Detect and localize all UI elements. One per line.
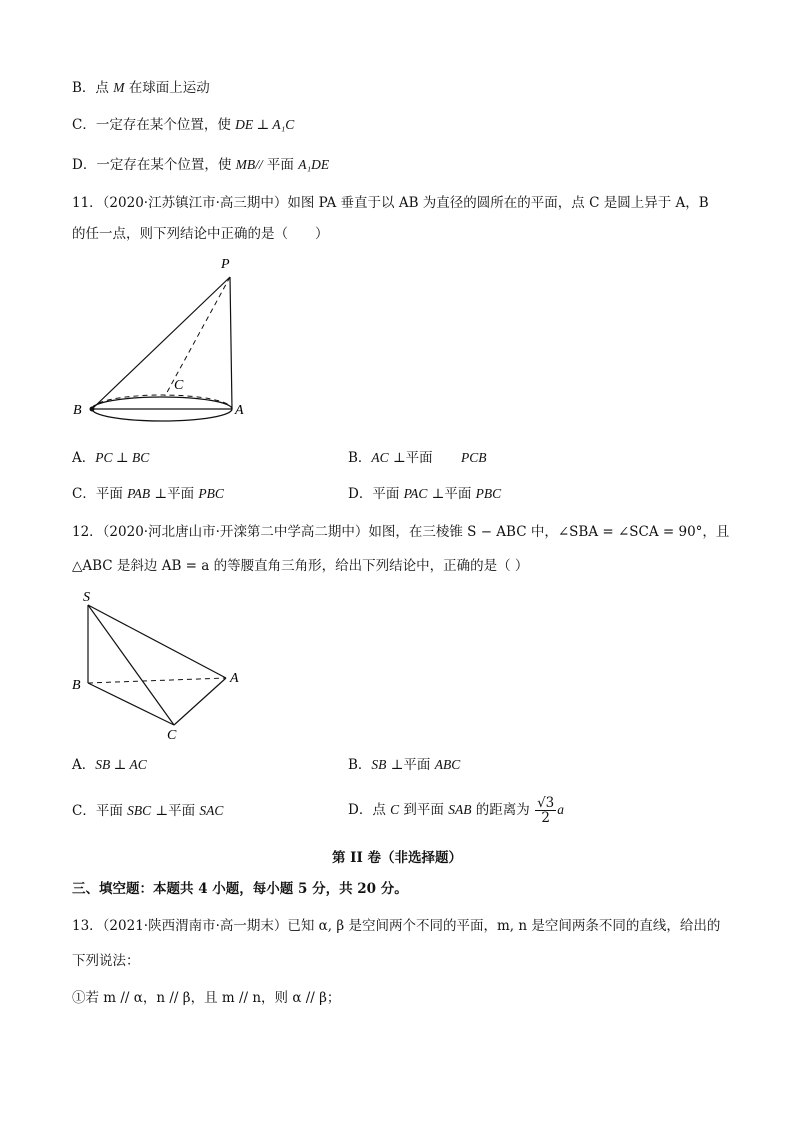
q11-label-c: C (174, 378, 184, 393)
q12-distance-fraction: $\frac{√3}{2}$ (537, 795, 555, 826)
q12-option-b: B．SB ⊥平面 ABC (348, 757, 461, 773)
q12-option-c: C．平面 SBC ⊥平面 SAC (72, 803, 224, 819)
q12-edge-sc (88, 605, 174, 725)
q12-edge-bc (88, 683, 174, 725)
q13-stem-line2: 下列说法： (72, 953, 140, 969)
q11-option-a: A．PC ⊥ BC (72, 450, 150, 466)
q12-label-a: A (230, 671, 239, 686)
q11-label-p: P (221, 257, 230, 272)
q13-stem-line1: 13．（2021·陕西渭南市·高一期末）已知 α, β 是空间两个不同的平面，m, n 是空间两条不同的直线，给出的 (72, 918, 721, 934)
q12-label-b: B (72, 678, 81, 693)
q12-edge-sa (88, 605, 226, 678)
q11-point-b (90, 407, 95, 412)
q11-option-c: C．平面 PAB ⊥平面 PBC (72, 486, 224, 502)
q11-label-b: B (73, 403, 82, 418)
q11-edge-pb (92, 277, 230, 409)
q10-option-d: D．一定存在某个位置，使 MB// 平面 A₁DE (72, 157, 330, 173)
q12-option-a: A．SB ⊥ AC (72, 757, 147, 773)
q13-item-1: ①若 m // α，n // β，且 m // n，则 α // β； (72, 990, 341, 1006)
q12-label-c: C (167, 728, 177, 743)
q12-label-s: S (83, 590, 90, 605)
q12-option-d: D．点 C 到平面 SAB 的距离为 $\frac{√3}{2}$ a (348, 795, 565, 826)
section-3-heading: 三、填空题：本题共 4 小题，每小题 5 分，共 20 分。 (72, 881, 408, 897)
q11-option-d: D．平面 PAC ⊥平面 PBC (348, 486, 502, 502)
q11-label-a: A (235, 403, 244, 418)
q12-stem-line2: △ABC 是斜边 AB = a 的等腰直角三角形，给出下列结论中，正确的是（ ） (72, 558, 529, 574)
part2-title: 第 II 卷（非选择题） (331, 850, 463, 866)
q12-stem-line1: 12．（2020·河北唐山市·开滦第二中学高二期中）如图，在三棱锥 S − ABC 中，∠SBA = ∠SCA = 90°，且 (72, 524, 730, 540)
q12-edge-ca (174, 678, 226, 725)
q10-option-b: B．点 M 在球面上运动 (72, 80, 210, 96)
q11-edge-pa (230, 277, 232, 409)
q11-option-b: B．AC ⊥平面 PCB (348, 450, 487, 466)
q12-edge-ba (88, 678, 226, 683)
q11-stem-line2: 的任一点，则下列结论中正确的是（ ） (72, 226, 329, 242)
q10-option-c: C．一定存在某个位置，使 DE ⊥ A₁C (72, 117, 295, 133)
q12-figure (68, 585, 258, 745)
q11-figure (70, 250, 280, 430)
q11-stem-line1: 11．（2020·江苏镇江市·高三期中）如图 PA 垂直于以 AB 为直径的圆所在的平面，点 C 是圆上异于 A，B (72, 195, 709, 211)
